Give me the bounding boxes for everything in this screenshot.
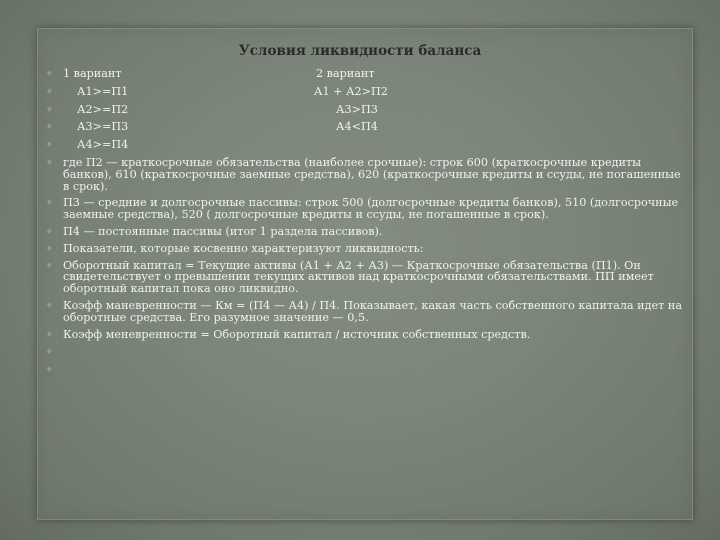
condition-right-2: А3>П3 bbox=[336, 102, 378, 116]
condition-right-1: А1 + А2>П2 bbox=[314, 84, 388, 98]
paragraph-working-capital: Оборотный капитал = Текущие активы (А1 + А2 + А3) — Краткосрочные обязательства (П1). Он свидетельствует о превышении текущих активов над краткосрочными обязательствами. ПП имеет оборотный капитал пока оно ликвидно. bbox=[63, 258, 654, 296]
list-item bbox=[46, 300, 682, 324]
slide-title: Условия ликвидности баланса bbox=[238, 43, 482, 59]
bullet-icon bbox=[46, 106, 54, 114]
bullet-icon bbox=[46, 199, 54, 207]
variant-1-header: 1 вариант bbox=[63, 67, 122, 80]
bullet-icon bbox=[46, 228, 54, 236]
list-item bbox=[46, 157, 682, 192]
list-item bbox=[46, 121, 682, 133]
list-item bbox=[46, 226, 682, 238]
variant-2-header: 2 вариант bbox=[316, 67, 375, 80]
condition-left-2: А2>=П2 bbox=[77, 102, 129, 116]
condition-left-4: А4>=П4 bbox=[77, 138, 129, 152]
list-item-empty bbox=[46, 346, 682, 358]
bullet-icon bbox=[46, 141, 54, 149]
bullet-icon bbox=[46, 331, 54, 339]
paragraph-p3: П3 — средние и долгосрочные пассивы: строк 500 (долгосрочные кредиты банков), 510 (долгосрочные заемные средства), 520 ( долгосрочные кредиты и ссуды, не погашенные в срок). bbox=[63, 196, 679, 222]
bullet-icon bbox=[46, 159, 54, 167]
bullet-icon bbox=[46, 262, 54, 270]
list-item bbox=[46, 260, 682, 295]
list-item bbox=[46, 197, 682, 221]
condition-right-3: А4<П4 bbox=[336, 120, 378, 134]
paragraph-p4: П4 — постоянные пассивы (итог 1 раздела пассивов). bbox=[63, 224, 383, 238]
bullet-icon bbox=[46, 366, 54, 374]
paragraph-indicators: Показатели, которые косвенно характеризуют ликвидность: bbox=[63, 241, 424, 255]
bullet-list bbox=[46, 68, 682, 382]
paragraph-maneuverability-2: Коэфф меневренности = Оборотный капитал / источник собственных средств. bbox=[63, 327, 531, 341]
list-item bbox=[46, 139, 682, 151]
bullet-icon bbox=[46, 70, 54, 78]
list-item bbox=[46, 329, 682, 341]
bullet-icon bbox=[46, 302, 54, 310]
paragraph-maneuverability: Коэфф маневренности — Км = (П4 — А4) / П4. Показывает, какая часть собственного капитала идет на оборотные средства. Его разумное значение — 0,5. bbox=[63, 298, 682, 324]
list-item bbox=[46, 68, 682, 80]
bullet-icon bbox=[46, 123, 54, 131]
list-item bbox=[46, 243, 682, 255]
list-item-empty bbox=[46, 364, 682, 376]
bullet-icon bbox=[46, 348, 54, 356]
paragraph-p2: где П2 — краткосрочные обязательства (наиболее срочные): строк 600 (краткосрочные кредиты банков), 610 (краткосрочные заемные средства), 620 (краткосрочные кредиты и ссуды, не погашенные в срок). bbox=[63, 155, 681, 193]
condition-left-1: А1>=П1 bbox=[77, 84, 129, 98]
list-item bbox=[46, 86, 682, 98]
bullet-icon bbox=[46, 88, 54, 96]
condition-left-3: А3>=П3 bbox=[77, 120, 129, 134]
list-item bbox=[46, 104, 682, 116]
bullet-icon bbox=[46, 245, 54, 253]
